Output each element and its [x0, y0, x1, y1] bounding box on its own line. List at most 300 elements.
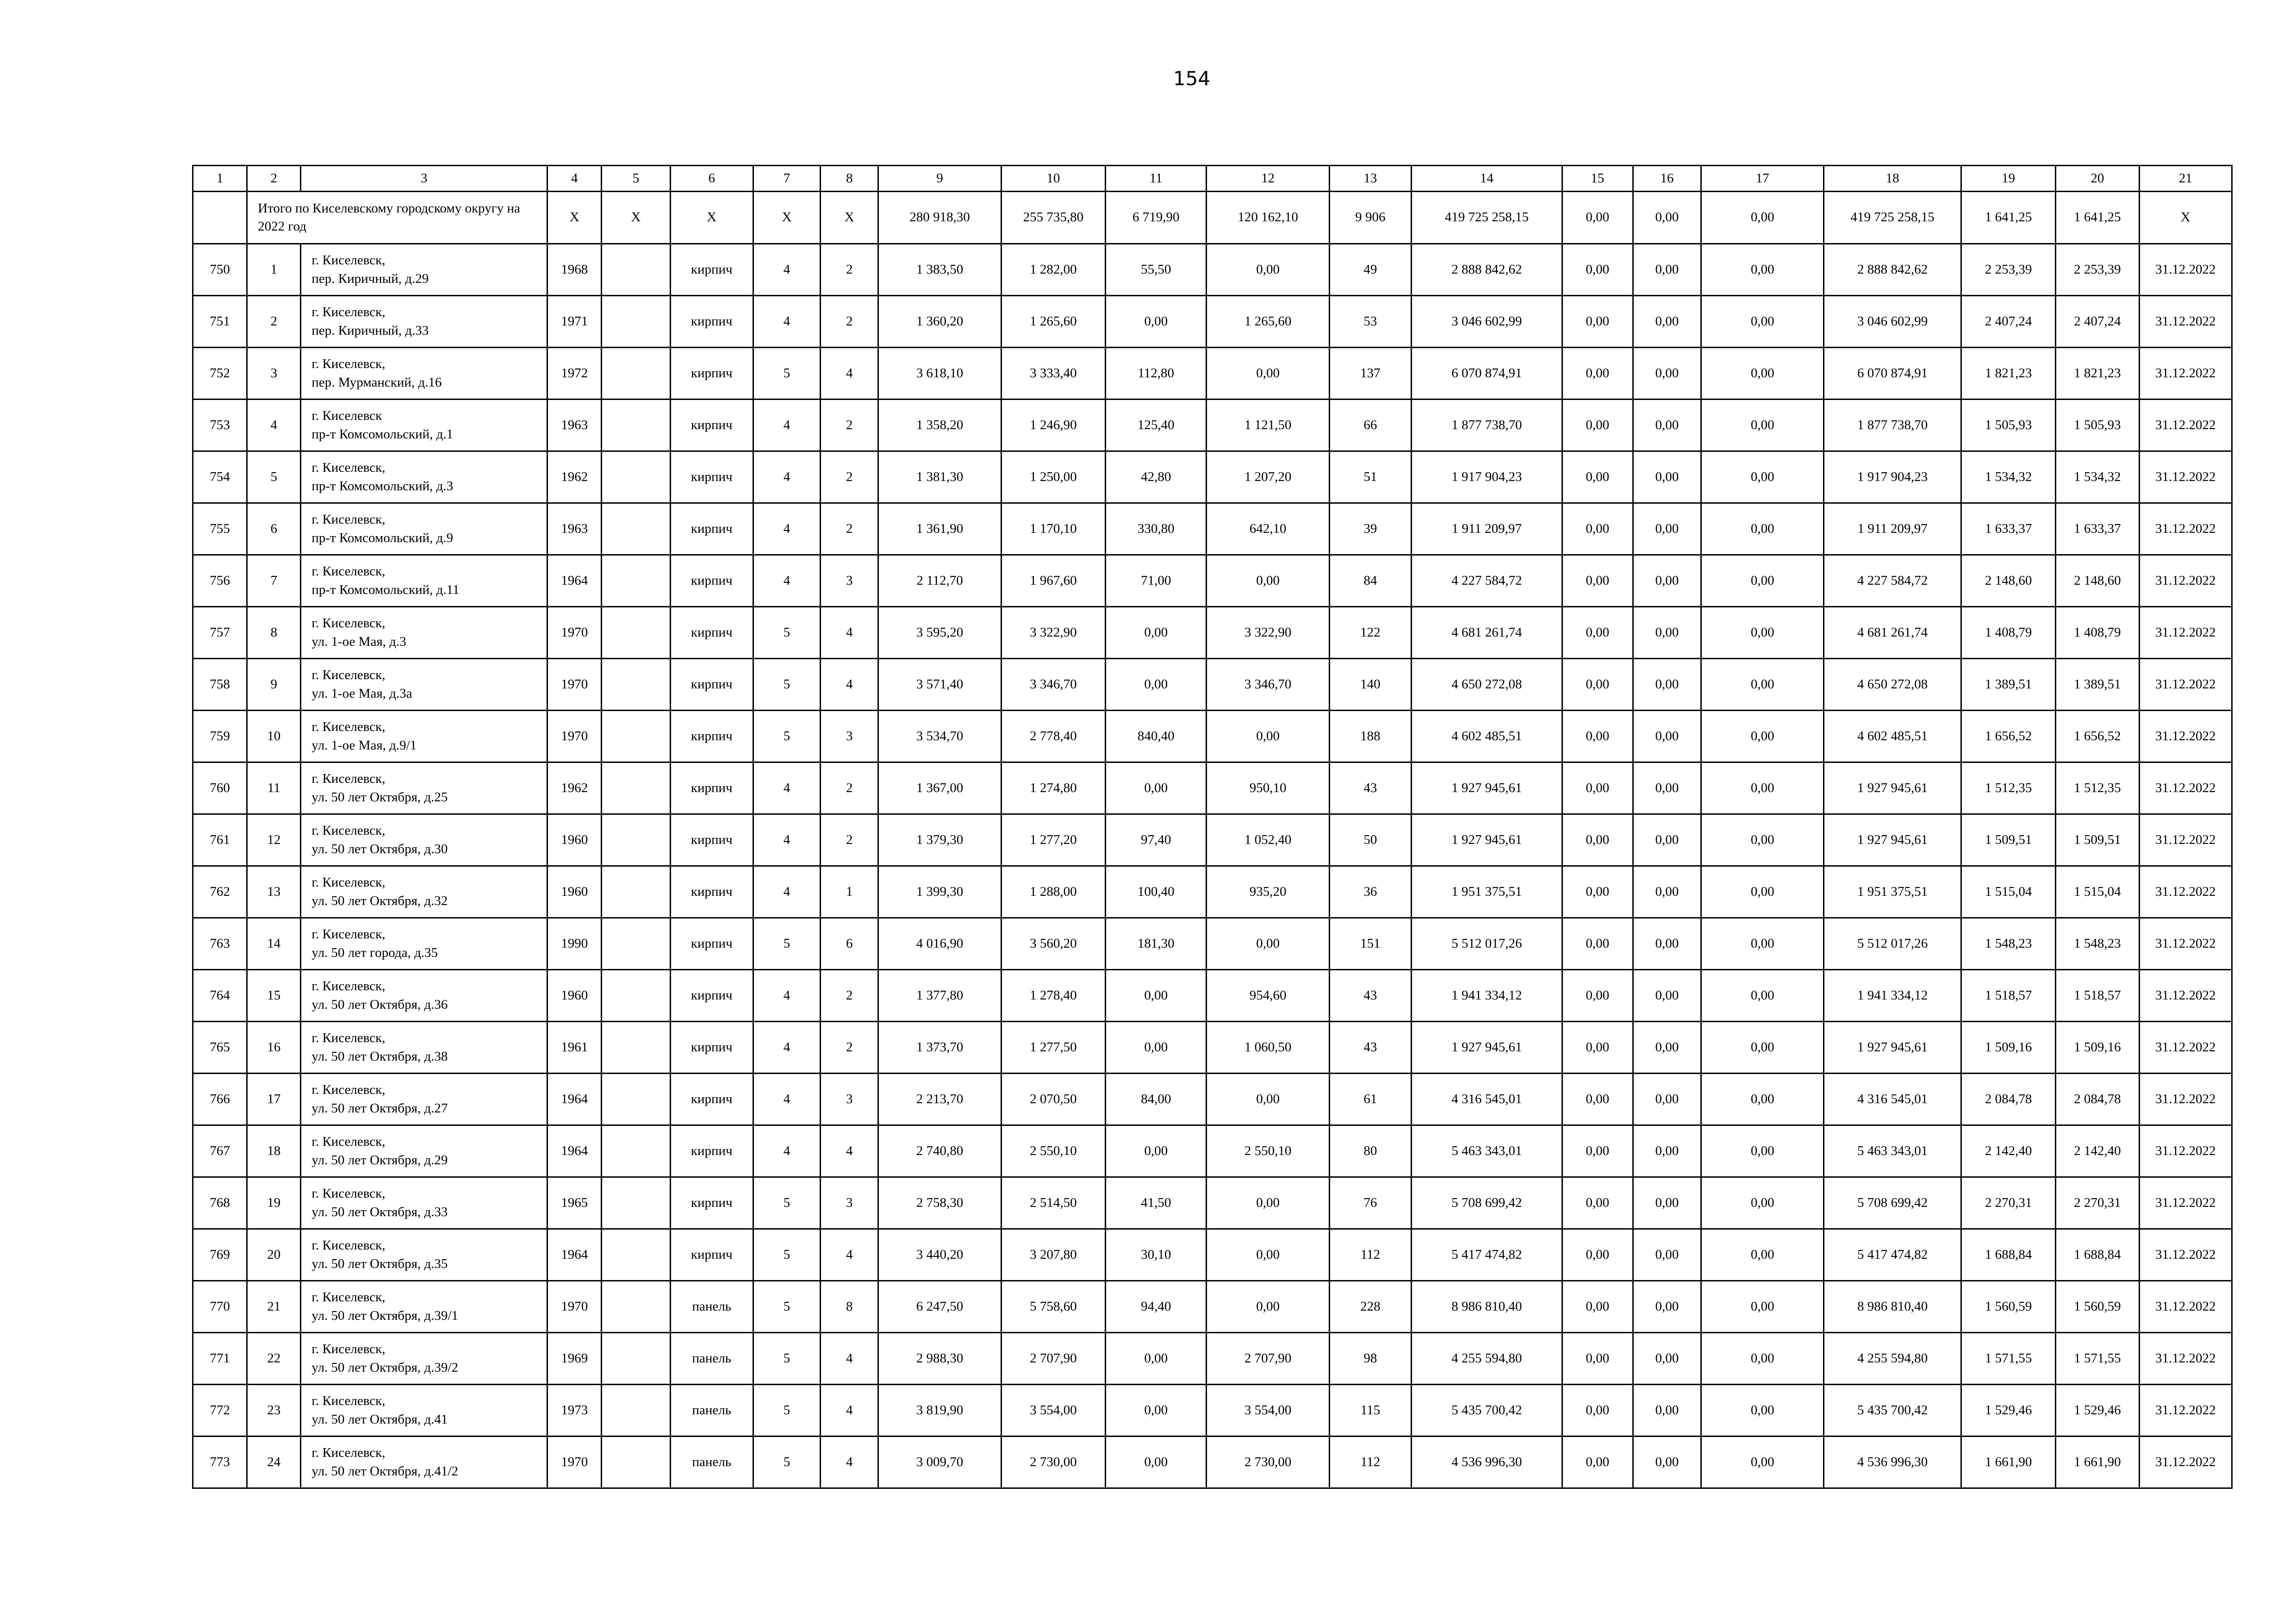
- cell-col-10: 2 730,00: [1001, 1437, 1105, 1488]
- cell-col-4: 1965: [548, 1177, 602, 1229]
- total-empty-cell: [193, 192, 247, 244]
- total-cell-4: X: [548, 192, 602, 244]
- cell-col-20: 1 515,04: [2056, 866, 2139, 918]
- address-city: г. Киселевск,: [311, 875, 386, 890]
- cell-col-18: 4 536 996,30: [1824, 1437, 1961, 1488]
- cell-col-14: 5 435 700,42: [1412, 1385, 1562, 1437]
- cell-col-9: 4 016,90: [878, 918, 1001, 970]
- address-cell: [301, 244, 548, 296]
- cell-col-19: 2 253,39: [1961, 244, 2055, 296]
- cell-col-4: 1964: [548, 1074, 602, 1125]
- cell-col-2: 18: [247, 1125, 301, 1177]
- cell-col-9: 2 112,70: [878, 555, 1001, 607]
- address-street: ул. 1-ое Мая, д.3а: [311, 686, 412, 701]
- cell-col-8: 2: [821, 503, 878, 555]
- cell-col-11: 100,40: [1106, 866, 1207, 918]
- cell-col-15: 0,00: [1562, 970, 1633, 1022]
- cell-col-9: 1 367,00: [878, 762, 1001, 814]
- cell-col-9: 1 360,20: [878, 296, 1001, 348]
- total-cell-5: X: [602, 192, 670, 244]
- cell-col-5: [602, 918, 670, 970]
- cell-col-11: 0,00: [1106, 1333, 1207, 1385]
- cell-col-10: 2 707,90: [1001, 1333, 1105, 1385]
- cell-col-12: 0,00: [1207, 1281, 1329, 1333]
- total-cell-17: 0,00: [1701, 192, 1824, 244]
- cell-col-19: 1 509,51: [1961, 814, 2055, 866]
- cell-col-20: 1 821,23: [2056, 348, 2139, 400]
- cell-col-8: 4: [821, 348, 878, 400]
- cell-col-1: 761: [193, 814, 247, 866]
- address-cell: [301, 296, 548, 348]
- cell-col-18: 6 070 874,91: [1824, 348, 1961, 400]
- cell-col-6: кирпич: [670, 400, 753, 451]
- cell-col-17: 0,00: [1701, 762, 1824, 814]
- cell-col-15: 0,00: [1562, 451, 1633, 503]
- address-city: г. Киселевск,: [311, 1445, 386, 1461]
- cell-col-11: 330,80: [1106, 503, 1207, 555]
- total-row: [193, 192, 2232, 244]
- cell-col-7: 4: [753, 244, 820, 296]
- cell-col-2: 4: [247, 400, 301, 451]
- cell-col-2: 1: [247, 244, 301, 296]
- cell-col-16: 0,00: [1633, 1125, 1701, 1177]
- cell-col-18: 1 927 945,61: [1824, 762, 1961, 814]
- cell-col-15: 0,00: [1562, 1022, 1633, 1074]
- cell-col-6: кирпич: [670, 1229, 753, 1281]
- cell-col-16: 0,00: [1633, 1074, 1701, 1125]
- column-number-3: 3: [301, 166, 548, 192]
- cell-col-5: [602, 711, 670, 762]
- column-number-20: 20: [2056, 166, 2139, 192]
- cell-col-10: 1 170,10: [1001, 503, 1105, 555]
- table-row: [193, 970, 2232, 1022]
- address-city: г. Киселевск,: [311, 1134, 386, 1149]
- cell-col-2: 9: [247, 659, 301, 711]
- cell-col-21: 31.12.2022: [2139, 1074, 2232, 1125]
- cell-col-2: 5: [247, 451, 301, 503]
- cell-col-12: 2 550,10: [1207, 1125, 1329, 1177]
- total-cell-16: 0,00: [1633, 192, 1701, 244]
- cell-col-17: 0,00: [1701, 503, 1824, 555]
- cell-col-15: 0,00: [1562, 1177, 1633, 1229]
- cell-col-4: 1963: [548, 503, 602, 555]
- cell-col-13: 112: [1329, 1229, 1411, 1281]
- cell-col-17: 0,00: [1701, 1281, 1824, 1333]
- cell-col-15: 0,00: [1562, 503, 1633, 555]
- cell-col-15: 0,00: [1562, 1281, 1633, 1333]
- cell-col-9: 3 571,40: [878, 659, 1001, 711]
- table-row: [193, 296, 2232, 348]
- cell-col-9: 3 595,20: [878, 607, 1001, 659]
- address-city: г. Киселевск,: [311, 823, 386, 838]
- column-number-8: 8: [821, 166, 878, 192]
- cell-col-10: 1 277,20: [1001, 814, 1105, 866]
- total-cell-11: 6 719,90: [1106, 192, 1207, 244]
- cell-col-18: 5 417 474,82: [1824, 1229, 1961, 1281]
- cell-col-20: 1 389,51: [2056, 659, 2139, 711]
- cell-col-16: 0,00: [1633, 1385, 1701, 1437]
- cell-col-17: 0,00: [1701, 451, 1824, 503]
- address-cell: [301, 762, 548, 814]
- cell-col-9: 1 358,20: [878, 400, 1001, 451]
- cell-col-8: 2: [821, 1022, 878, 1074]
- cell-col-9: 2 758,30: [878, 1177, 1001, 1229]
- cell-col-15: 0,00: [1562, 1385, 1633, 1437]
- cell-col-6: кирпич: [670, 244, 753, 296]
- cell-col-21: 31.12.2022: [2139, 607, 2232, 659]
- cell-col-17: 0,00: [1701, 814, 1824, 866]
- cell-col-20: 1 656,52: [2056, 711, 2139, 762]
- cell-col-11: 0,00: [1106, 1385, 1207, 1437]
- cell-col-19: 1 505,93: [1961, 400, 2055, 451]
- address-cell: [301, 348, 548, 400]
- total-cell-13: 9 906: [1329, 192, 1411, 244]
- cell-col-7: 5: [753, 348, 820, 400]
- cell-col-16: 0,00: [1633, 296, 1701, 348]
- cell-col-18: 5 708 699,42: [1824, 1177, 1961, 1229]
- cell-col-19: 1 408,79: [1961, 607, 2055, 659]
- cell-col-16: 0,00: [1633, 244, 1701, 296]
- address-city: г. Киселевск,: [311, 356, 386, 372]
- cell-col-18: 1 927 945,61: [1824, 814, 1961, 866]
- cell-col-14: 5 708 699,42: [1412, 1177, 1562, 1229]
- cell-col-6: кирпич: [670, 555, 753, 607]
- cell-col-4: 1968: [548, 244, 602, 296]
- column-number-14: 14: [1412, 166, 1562, 192]
- cell-col-13: 84: [1329, 555, 1411, 607]
- cell-col-12: 1 052,40: [1207, 814, 1329, 866]
- cell-col-6: панель: [670, 1437, 753, 1488]
- cell-col-20: 2 407,24: [2056, 296, 2139, 348]
- cell-col-20: 1 512,35: [2056, 762, 2139, 814]
- table-row: [193, 1281, 2232, 1333]
- cell-col-19: 1 518,57: [1961, 970, 2055, 1022]
- total-cell-10: 255 735,80: [1001, 192, 1105, 244]
- cell-col-21: 31.12.2022: [2139, 1437, 2232, 1488]
- cell-col-1: 773: [193, 1437, 247, 1488]
- cell-col-10: 3 322,90: [1001, 607, 1105, 659]
- cell-col-17: 0,00: [1701, 711, 1824, 762]
- cell-col-10: 2 070,50: [1001, 1074, 1105, 1125]
- cell-col-20: 2 148,60: [2056, 555, 2139, 607]
- cell-col-7: 4: [753, 970, 820, 1022]
- cell-col-4: 1962: [548, 451, 602, 503]
- cell-col-6: кирпич: [670, 659, 753, 711]
- cell-col-7: 4: [753, 400, 820, 451]
- cell-col-17: 0,00: [1701, 1333, 1824, 1385]
- cell-col-11: 71,00: [1106, 555, 1207, 607]
- cell-col-21: 31.12.2022: [2139, 1333, 2232, 1385]
- cell-col-11: 94,40: [1106, 1281, 1207, 1333]
- cell-col-17: 0,00: [1701, 1437, 1824, 1488]
- cell-col-7: 5: [753, 1281, 820, 1333]
- cell-col-16: 0,00: [1633, 348, 1701, 400]
- cell-col-13: 51: [1329, 451, 1411, 503]
- cell-col-4: 1969: [548, 1333, 602, 1385]
- cell-col-19: 2 407,24: [1961, 296, 2055, 348]
- cell-col-19: 2 084,78: [1961, 1074, 2055, 1125]
- table-row: [193, 1333, 2232, 1385]
- cell-col-14: 4 536 996,30: [1412, 1437, 1562, 1488]
- cell-col-21: 31.12.2022: [2139, 451, 2232, 503]
- address-city: г. Киселевск,: [311, 1342, 386, 1357]
- cell-col-10: 3 560,20: [1001, 918, 1105, 970]
- cell-col-11: 0,00: [1106, 762, 1207, 814]
- cell-col-6: кирпич: [670, 762, 753, 814]
- cell-col-14: 1 877 738,70: [1412, 400, 1562, 451]
- cell-col-20: 2 084,78: [2056, 1074, 2139, 1125]
- cell-col-8: 2: [821, 296, 878, 348]
- cell-col-2: 7: [247, 555, 301, 607]
- cell-col-5: [602, 244, 670, 296]
- cell-col-6: кирпич: [670, 866, 753, 918]
- cell-col-18: 8 986 810,40: [1824, 1281, 1961, 1333]
- address-cell: [301, 970, 548, 1022]
- cell-col-10: 1 246,90: [1001, 400, 1105, 451]
- cell-col-1: 760: [193, 762, 247, 814]
- cell-col-17: 0,00: [1701, 1022, 1824, 1074]
- column-number-17: 17: [1701, 166, 1824, 192]
- cell-col-20: 2 253,39: [2056, 244, 2139, 296]
- cell-col-11: 0,00: [1106, 970, 1207, 1022]
- table-row: [193, 1229, 2232, 1281]
- cell-col-17: 0,00: [1701, 659, 1824, 711]
- cell-col-19: 1 509,16: [1961, 1022, 2055, 1074]
- cell-col-10: 1 250,00: [1001, 451, 1105, 503]
- cell-col-4: 1970: [548, 1281, 602, 1333]
- cell-col-5: [602, 400, 670, 451]
- cell-col-18: 1 941 334,12: [1824, 970, 1961, 1022]
- cell-col-4: 1960: [548, 814, 602, 866]
- column-number-6: 6: [670, 166, 753, 192]
- cell-col-8: 3: [821, 711, 878, 762]
- cell-col-17: 0,00: [1701, 970, 1824, 1022]
- cell-col-9: 3 819,90: [878, 1385, 1001, 1437]
- total-cell-15: 0,00: [1562, 192, 1633, 244]
- cell-col-12: 1 060,50: [1207, 1022, 1329, 1074]
- cell-col-1: 767: [193, 1125, 247, 1177]
- cell-col-6: кирпич: [670, 711, 753, 762]
- cell-col-17: 0,00: [1701, 400, 1824, 451]
- cell-col-15: 0,00: [1562, 866, 1633, 918]
- cell-col-8: 3: [821, 1177, 878, 1229]
- address-street: ул. 50 лет Октября, д.38: [311, 1049, 448, 1064]
- cell-col-10: 2 514,50: [1001, 1177, 1105, 1229]
- cell-col-9: 3 618,10: [878, 348, 1001, 400]
- address-street: пер. Киричный, д.33: [311, 323, 429, 338]
- cell-col-20: 1 633,37: [2056, 503, 2139, 555]
- cell-col-6: кирпич: [670, 348, 753, 400]
- cell-col-14: 5 463 343,01: [1412, 1125, 1562, 1177]
- cell-col-5: [602, 1281, 670, 1333]
- cell-col-5: [602, 1074, 670, 1125]
- cell-col-5: [602, 1437, 670, 1488]
- table-row: [193, 918, 2232, 970]
- table-row: [193, 400, 2232, 451]
- cell-col-16: 0,00: [1633, 866, 1701, 918]
- cell-col-13: 61: [1329, 1074, 1411, 1125]
- cell-col-10: 3 333,40: [1001, 348, 1105, 400]
- cell-col-12: 3 346,70: [1207, 659, 1329, 711]
- column-number-2: 2: [247, 166, 301, 192]
- table-row: [193, 762, 2232, 814]
- cell-col-2: 11: [247, 762, 301, 814]
- address-city: г. Киселевск,: [311, 1031, 386, 1046]
- cell-col-5: [602, 555, 670, 607]
- cell-col-4: 1972: [548, 348, 602, 400]
- cell-col-13: 115: [1329, 1385, 1411, 1437]
- cell-col-7: 4: [753, 1125, 820, 1177]
- cell-col-13: 66: [1329, 400, 1411, 451]
- cell-col-15: 0,00: [1562, 1333, 1633, 1385]
- cell-col-13: 122: [1329, 607, 1411, 659]
- cell-col-18: 1 927 945,61: [1824, 1022, 1961, 1074]
- cell-col-20: 1 560,59: [2056, 1281, 2139, 1333]
- cell-col-12: 950,10: [1207, 762, 1329, 814]
- cell-col-15: 0,00: [1562, 555, 1633, 607]
- cell-col-18: 1 951 375,51: [1824, 866, 1961, 918]
- cell-col-5: [602, 348, 670, 400]
- table-row: [193, 711, 2232, 762]
- cell-col-1: 755: [193, 503, 247, 555]
- cell-col-17: 0,00: [1701, 1125, 1824, 1177]
- address-street: ул. 50 лет Октября, д.35: [311, 1256, 448, 1271]
- cell-col-18: 1 911 209,97: [1824, 503, 1961, 555]
- cell-col-11: 0,00: [1106, 1437, 1207, 1488]
- cell-col-6: кирпич: [670, 1125, 753, 1177]
- column-number-19: 19: [1961, 166, 2055, 192]
- cell-col-12: 0,00: [1207, 555, 1329, 607]
- cell-col-1: 764: [193, 970, 247, 1022]
- cell-col-14: 4 227 584,72: [1412, 555, 1562, 607]
- cell-col-17: 0,00: [1701, 555, 1824, 607]
- cell-col-13: 43: [1329, 762, 1411, 814]
- cell-col-15: 0,00: [1562, 296, 1633, 348]
- cell-col-21: 31.12.2022: [2139, 970, 2232, 1022]
- column-number-16: 16: [1633, 166, 1701, 192]
- cell-col-15: 0,00: [1562, 814, 1633, 866]
- cell-col-2: 17: [247, 1074, 301, 1125]
- cell-col-1: 766: [193, 1074, 247, 1125]
- cell-col-12: 0,00: [1207, 918, 1329, 970]
- cell-col-4: 1973: [548, 1385, 602, 1437]
- cell-col-1: 759: [193, 711, 247, 762]
- cell-col-11: 97,40: [1106, 814, 1207, 866]
- cell-col-15: 0,00: [1562, 659, 1633, 711]
- cell-col-15: 0,00: [1562, 1437, 1633, 1488]
- cell-col-8: 2: [821, 451, 878, 503]
- cell-col-8: 1: [821, 866, 878, 918]
- cell-col-5: [602, 1177, 670, 1229]
- address-street: ул. 1-ое Мая, д.3: [311, 634, 406, 649]
- address-city: г. Киселевск,: [311, 979, 386, 994]
- cell-col-9: 2 213,70: [878, 1074, 1001, 1125]
- cell-col-8: 2: [821, 400, 878, 451]
- total-cell-8: X: [821, 192, 878, 244]
- cell-col-4: 1990: [548, 918, 602, 970]
- cell-col-14: 1 911 209,97: [1412, 503, 1562, 555]
- cell-col-4: 1964: [548, 1125, 602, 1177]
- cell-col-2: 8: [247, 607, 301, 659]
- cell-col-9: 1 361,90: [878, 503, 1001, 555]
- cell-col-21: 31.12.2022: [2139, 244, 2232, 296]
- table-row: [193, 607, 2232, 659]
- cell-col-7: 4: [753, 866, 820, 918]
- cell-col-12: 2 730,00: [1207, 1437, 1329, 1488]
- column-number-12: 12: [1207, 166, 1329, 192]
- address-street: ул. 50 лет Октября, д.30: [311, 841, 448, 856]
- cell-col-17: 0,00: [1701, 1229, 1824, 1281]
- total-cell-18: 419 725 258,15: [1824, 192, 1961, 244]
- cell-col-21: 31.12.2022: [2139, 659, 2232, 711]
- cell-col-7: 5: [753, 1385, 820, 1437]
- cell-col-16: 0,00: [1633, 762, 1701, 814]
- cell-col-16: 0,00: [1633, 555, 1701, 607]
- cell-col-9: 1 399,30: [878, 866, 1001, 918]
- cell-col-4: 1964: [548, 555, 602, 607]
- cell-col-16: 0,00: [1633, 451, 1701, 503]
- cell-col-7: 5: [753, 918, 820, 970]
- cell-col-5: [602, 1333, 670, 1385]
- address-cell: [301, 1385, 548, 1437]
- cell-col-11: 55,50: [1106, 244, 1207, 296]
- cell-col-10: 3 346,70: [1001, 659, 1105, 711]
- cell-col-20: 1 408,79: [2056, 607, 2139, 659]
- cell-col-1: 756: [193, 555, 247, 607]
- column-number-10: 10: [1001, 166, 1105, 192]
- cell-col-20: 1 534,32: [2056, 451, 2139, 503]
- total-cell-20: 1 641,25: [2056, 192, 2139, 244]
- cell-col-6: кирпич: [670, 1177, 753, 1229]
- cell-col-8: 8: [821, 1281, 878, 1333]
- cell-col-21: 31.12.2022: [2139, 503, 2232, 555]
- cell-col-6: кирпич: [670, 607, 753, 659]
- cell-col-20: 1 529,46: [2056, 1385, 2139, 1437]
- total-cell-21: X: [2139, 192, 2232, 244]
- cell-col-12: 1 121,50: [1207, 400, 1329, 451]
- cell-col-10: 2 778,40: [1001, 711, 1105, 762]
- cell-col-13: 80: [1329, 1125, 1411, 1177]
- cell-col-15: 0,00: [1562, 1125, 1633, 1177]
- cell-col-19: 1 529,46: [1961, 1385, 2055, 1437]
- cell-col-10: 3 554,00: [1001, 1385, 1105, 1437]
- cell-col-6: кирпич: [670, 503, 753, 555]
- cell-col-1: 752: [193, 348, 247, 400]
- cell-col-20: 1 505,93: [2056, 400, 2139, 451]
- column-number-4: 4: [548, 166, 602, 192]
- cell-col-20: 1 509,16: [2056, 1022, 2139, 1074]
- address-street: ул. 50 лет Октября, д.41/2: [311, 1463, 458, 1479]
- cell-col-7: 5: [753, 607, 820, 659]
- cell-col-11: 0,00: [1106, 1022, 1207, 1074]
- address-city: г. Киселевск,: [311, 1393, 386, 1409]
- address-city: г. Киселевск,: [311, 460, 386, 475]
- cell-col-1: 769: [193, 1229, 247, 1281]
- cell-col-14: 1 917 904,23: [1412, 451, 1562, 503]
- address-city: г. Киселевск,: [311, 305, 386, 320]
- table-row: [193, 1177, 2232, 1229]
- cell-col-11: 30,10: [1106, 1229, 1207, 1281]
- cell-col-14: 4 681 261,74: [1412, 607, 1562, 659]
- cell-col-9: 1 373,70: [878, 1022, 1001, 1074]
- cell-col-12: 642,10: [1207, 503, 1329, 555]
- page-number: 154: [1173, 67, 1211, 90]
- cell-col-10: 2 550,10: [1001, 1125, 1105, 1177]
- cell-col-7: 4: [753, 1022, 820, 1074]
- cell-col-15: 0,00: [1562, 1074, 1633, 1125]
- cell-col-8: 4: [821, 1333, 878, 1385]
- cell-col-18: 4 681 261,74: [1824, 607, 1961, 659]
